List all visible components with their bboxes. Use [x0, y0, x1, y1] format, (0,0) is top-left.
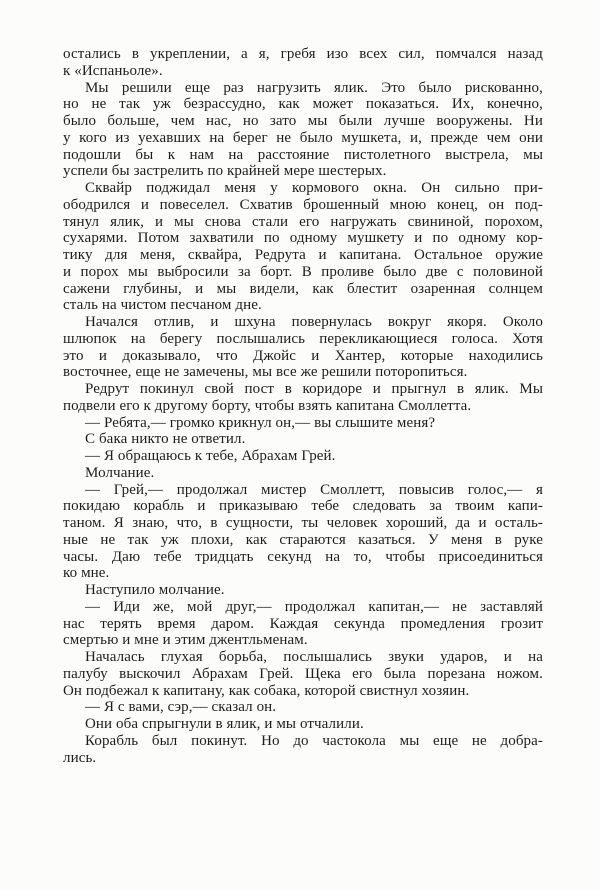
- text-line: подвели его к другому борту, чтобы взять капитана Смоллетта.: [63, 397, 472, 414]
- text-line: — Я обращаюсь к тебе, Абрахам Грей.: [85, 448, 336, 464]
- text-line: тянул ялик, и мы снова стали его нагружать свининой, порохом,: [63, 213, 543, 230]
- text-line: лись.: [63, 749, 97, 766]
- paragraph: [63, 582, 543, 599]
- text-line: таном. Я знаю, что, в сущности, ты человек хороший, да и осталь-: [63, 515, 543, 531]
- paragraph: [63, 46, 543, 80]
- paragraph: [63, 716, 543, 733]
- text-line: к «Испаньоле».: [63, 62, 163, 79]
- paragraph: [63, 649, 543, 699]
- text-line: Началась глухая борьба, послышались звуки ударов, и на: [85, 649, 543, 665]
- text-line: Молчание.: [85, 464, 155, 481]
- text-line: подошли бы к нам на расстояние пистолетного выстрела, мы: [63, 146, 543, 163]
- text-line: но не так уж безрассудно, как может показаться. Их, конечно,: [63, 96, 543, 113]
- paragraph: [63, 465, 543, 482]
- text-line: Редрут покинул свой пост в коридоре и прыгнул в ялик. Мы: [85, 381, 543, 397]
- text-line: шлюпок на берегу послышались перекликающиеся голоса. Хотя: [63, 330, 543, 347]
- text-line: Он подбежал к капитану, как собака, которой свистнул хозяин.: [63, 682, 470, 699]
- text-line: и порох мы выбросили за борт. В проливе было две с половиной: [63, 263, 543, 280]
- text-line: ные не так уж плохи, как стараются казаться. У меня в руке: [63, 531, 543, 548]
- text-line: ободрился и повеселел. Схватив брошенный мною конец, он под-: [63, 196, 543, 213]
- text-line: часы. Даю тебе тридцать секунд на то, чтобы присоединиться: [63, 548, 543, 565]
- text-line: это и доказывало, что Джойс и Хантер, которые находились: [63, 347, 543, 364]
- paragraph: [63, 733, 543, 767]
- text-line: сухарями. Потом захватили по одному мушкету и по одному кор-: [63, 230, 543, 247]
- text-line: Сквайр поджидал меня у кормового окна. Он сильно при-: [85, 180, 543, 196]
- text-line: покидаю корабль и приказываю тебе следовать за твоим капи-: [63, 498, 543, 515]
- paragraph: [63, 80, 543, 181]
- paragraph: [63, 314, 543, 381]
- text-line: тику для меня, сквайра, Редрута и капитана. Остальное оружие: [63, 247, 543, 263]
- text-line: ко мне.: [63, 565, 110, 582]
- text-line: успели бы застрелить по крайней мере шестерых.: [63, 163, 387, 180]
- text-line: смертью и мне и этим джентльменам.: [63, 632, 308, 649]
- text-line: Корабль был покинут. Но до частокола мы еще не добра-: [85, 732, 543, 749]
- text-line: Наступило молчание.: [85, 582, 225, 598]
- paragraph: [63, 699, 543, 716]
- paragraph: [63, 381, 543, 415]
- text-line: Начался отлив, и шхуна повернулась вокруг якоря. Около: [85, 314, 543, 330]
- text-line: Мы решили еще раз нагрузить ялик. Это было рискованно,: [85, 79, 543, 96]
- text-line: — Я с вами, сэр,— сказал он.: [85, 699, 277, 716]
- text-line: — Ребята,— громко крикнул он,— вы слышите меня?: [85, 414, 436, 431]
- text-line: сажени глубины, и мы видели, как блестит озаренная солнцем: [63, 280, 543, 297]
- text-line: С бака никто не ответил.: [85, 431, 246, 448]
- text-line: — Иди же, мой друг,— продолжал капитан,— не заставляй: [85, 598, 543, 615]
- paragraph: [63, 448, 543, 465]
- text-line: восточнее, еще не замечены, мы все же решили поторопиться.: [63, 364, 468, 381]
- text-line: сталь на чистом песчаном дне.: [63, 297, 262, 314]
- text-line: нас терять время даром. Каждая секунда промедления грозит: [63, 615, 543, 632]
- paragraph: [63, 415, 543, 432]
- paragraph: [63, 431, 543, 448]
- text-line: у кого из уехавших на берег не было мушкета, и, прежде чем они: [63, 129, 543, 146]
- page-text-block: [63, 46, 543, 766]
- text-line: — Грей,— продолжал мистер Смоллетт, повысив голос,— я: [85, 481, 543, 498]
- paragraph: [63, 180, 543, 314]
- text-line: Они оба спрыгнули в ялик, и мы отчалили.: [85, 716, 364, 732]
- text-line: было больше, чем нас, но зато мы были лучше вооружены. Ни: [63, 113, 543, 129]
- text-line: палубу выскочил Абрахам Грей. Щека его была порезана ножом.: [63, 665, 543, 682]
- paragraph: [63, 599, 543, 649]
- paragraph: [63, 482, 543, 583]
- text-line: остались в укреплении, а я, гребя изо всех сил, помчался назад: [63, 46, 543, 62]
